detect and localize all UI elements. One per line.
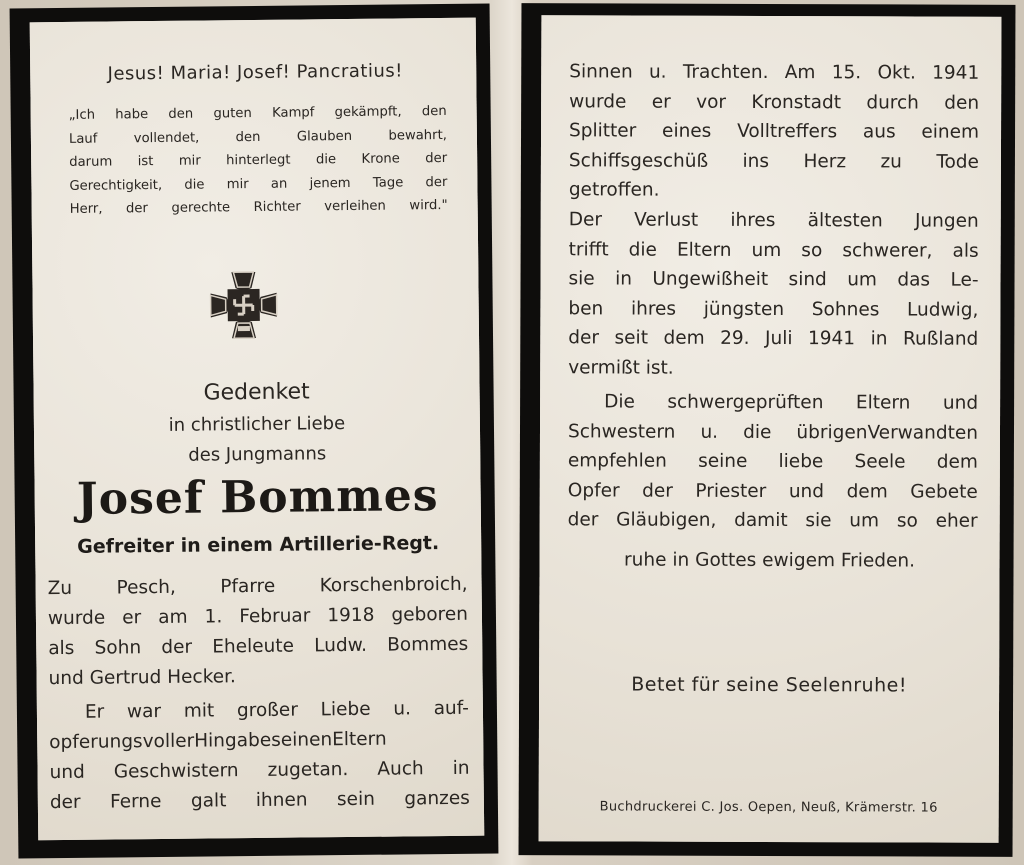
prayer-request: Betet für seine Seelenruhe!: [631, 673, 908, 697]
text-line: und Gertrud Hecker.: [48, 666, 236, 690]
printer-imprint: Buchdruckerei C. Jos. Oepen, Neuß, Krämerstr. 16: [599, 799, 938, 816]
closing-line: ruhe in Gottes ewigem Frieden.: [624, 549, 916, 572]
text-line: der seit dem 29. Juli 1941 in Rußland: [568, 327, 979, 350]
text-line: empfehlen seine liebe Seele dem: [567, 450, 978, 473]
commendation-paragraph: [568, 387, 979, 536]
biography-paragraph-1: [47, 570, 468, 694]
jungmanns-line: des Jungmanns: [188, 443, 327, 466]
scripture-quote: [69, 100, 448, 221]
quote-line: „Ich habe den guten Kampf gekämpft, den: [68, 103, 447, 123]
text-line: Splitter eines Volltreffers aus einem: [569, 120, 980, 143]
text-line: wurde er am 1. Februar 1918 geboren: [47, 603, 469, 630]
quote-line: Herr, der gerechte Richter verleihen wird.": [69, 197, 448, 217]
quote-line: Lauf vollendet, den Glauben bewahrt,: [68, 127, 447, 147]
text-line: der Gläubigen, damit sie um so eher: [567, 509, 978, 532]
text-line: trifft die Eltern um so schwerer, als: [568, 238, 979, 262]
memorial-card-left: [10, 4, 499, 859]
text-line: vermißt ist.: [568, 356, 674, 379]
military-rank: Gefreiter in einem Artillerie-Regt.: [77, 532, 440, 558]
memorial-card-right: [519, 3, 1016, 857]
text-line: Er war mit großer Liebe u. auf-: [84, 697, 470, 723]
family-loss-paragraph: [568, 205, 979, 383]
text-line: Sinnen u. Trachten. Am 15. Okt. 1941: [569, 61, 980, 84]
deceased-name: Josef Bommes: [76, 470, 439, 525]
text-line: sie in Ungewißheit sind um das Le-: [568, 268, 979, 291]
text-line: getroffen.: [568, 179, 660, 201]
text-line: Die schwergeprüften Eltern und: [604, 391, 979, 414]
text-line: Opfer der Priester und dem Gebete: [567, 479, 978, 503]
death-paragraph: [569, 57, 980, 206]
text-line: Der Verlust ihres ältesten Jungen: [568, 209, 979, 232]
text-line: wurde er vor Kronstadt durch den: [569, 90, 980, 114]
quote-line: Gerechtigkeit, die mir an jenem Tage der: [69, 174, 448, 194]
gedenket-heading: Gedenket: [203, 379, 310, 406]
card-paper-right: [539, 15, 1002, 843]
text-line: opferungsvollerHingabeseinenEltern: [49, 728, 387, 754]
text-line: ben ihres jüngsten Sohnes Ludwig,: [568, 297, 979, 321]
text-line: Zu Pesch, Pfarre Korschenbroich,: [47, 573, 468, 600]
christian-love-line: in christlicher Liebe: [168, 413, 346, 436]
invocation: Jesus! Maria! Josef! Pancratius!: [107, 60, 404, 85]
text-line: der Ferne galt ihnen sein ganzes: [49, 787, 470, 814]
text-line: Schiffsgeschüß ins Herz zu Tode: [568, 149, 979, 173]
iron-cross-icon: [208, 270, 279, 341]
biography-paragraph-2: [49, 694, 470, 818]
text-line: und Geschwistern zugetan. Auch in: [49, 757, 470, 784]
quote-line: darum ist mir hinterlegt die Krone der: [69, 150, 448, 170]
card-paper-left: [30, 18, 485, 841]
text-line: als Sohn der Eheleute Ludw. Bommes: [48, 633, 469, 660]
text-line: Schwestern u. die übrigenVerwandten: [567, 420, 979, 444]
